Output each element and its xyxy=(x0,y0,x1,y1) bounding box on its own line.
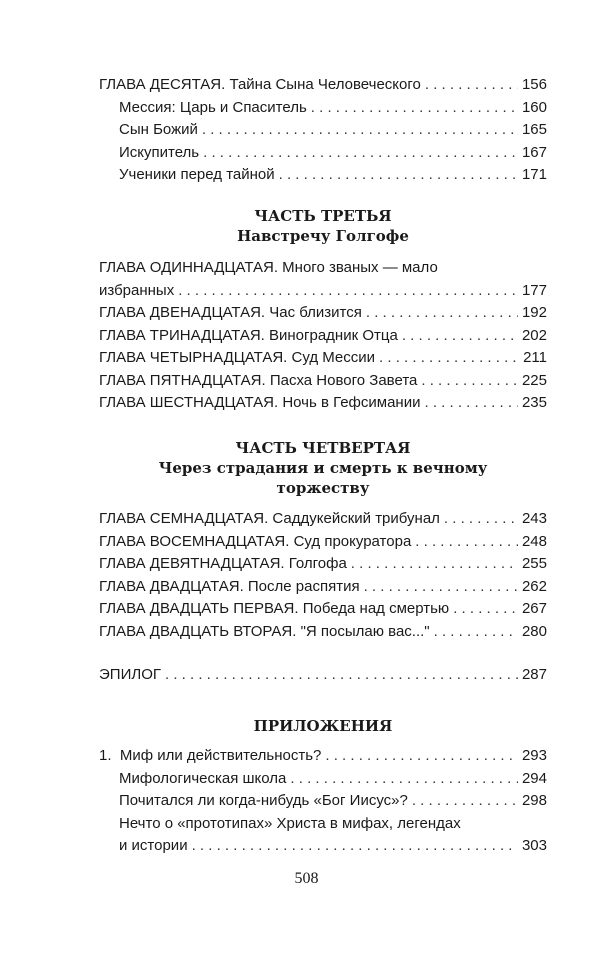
toc-leader-dots xyxy=(311,97,518,120)
part-label: ЧАСТЬ ЧЕТВЕРТАЯ xyxy=(235,439,411,457)
toc-leader-dots xyxy=(178,280,518,303)
toc-entry-page: 280 xyxy=(521,622,547,640)
toc-entry-page: 171 xyxy=(521,166,547,183)
toc-entry-page: 165 xyxy=(521,121,547,138)
toc-block-chapter-10 xyxy=(99,74,547,187)
part-subtitle: Через страдания и смерть к вечному xyxy=(158,459,488,477)
toc-entry-page: 177 xyxy=(521,281,547,299)
toc-entry-title: ГЛАВА ШЕСТНАДЦАТАЯ. Ночь в Гефсимании xyxy=(99,394,421,411)
part-three-heading xyxy=(99,206,547,246)
toc-entry-title: ГЛАВА СЕМНАДЦАТАЯ. Саддукейский трибунал xyxy=(99,510,440,527)
toc-entry-title: ЭПИЛОГ xyxy=(99,666,161,683)
toc-entry-page: 294 xyxy=(521,769,547,787)
toc-block-part-4 xyxy=(99,508,547,643)
toc-leader-dots xyxy=(424,392,517,415)
toc-entry xyxy=(99,621,547,644)
toc-entry-page: 262 xyxy=(521,577,547,595)
toc-entry-title: ГЛАВА ЧЕТЫРНАДЦАТАЯ. Суд Мессии xyxy=(99,349,376,366)
toc-leader-dots xyxy=(379,347,519,370)
toc-entry-page: 160 xyxy=(521,98,547,116)
toc-entry-title: ГЛАВА ДЕВЯТНАДЦАТАЯ. Голгофа xyxy=(99,555,347,572)
toc-entry xyxy=(119,768,547,791)
toc-entry-title-cont: и истории xyxy=(119,837,188,854)
toc-entry xyxy=(119,119,547,142)
toc-entry xyxy=(99,74,547,97)
toc-block-epilogue xyxy=(99,664,547,687)
toc-entry xyxy=(119,813,547,858)
toc-entry-page: 167 xyxy=(521,143,547,161)
toc-entry-title: Мифологическая школа xyxy=(119,769,287,787)
toc-entry-page: 225 xyxy=(521,371,547,389)
toc-leader-dots xyxy=(202,119,518,142)
toc-leader-dots xyxy=(325,745,518,768)
toc-leader-dots xyxy=(412,790,518,813)
toc-entry xyxy=(119,97,547,120)
toc-entry-title: ГЛАВА ТРИНАДЦАТАЯ. Виноградник Отца xyxy=(99,326,398,344)
toc-entry-page: 248 xyxy=(521,532,547,550)
toc-leader-dots xyxy=(351,553,518,576)
toc-leader-dots xyxy=(279,164,518,187)
part-four-heading xyxy=(99,438,547,498)
toc-entry-page: 293 xyxy=(521,747,547,764)
toc-block-part-3 xyxy=(99,257,547,415)
page-number: 508 xyxy=(294,870,319,887)
toc-entry xyxy=(119,164,547,187)
appendix-label: ПРИЛОЖЕНИЯ xyxy=(253,717,393,735)
toc-entry-title-cont: избранных xyxy=(99,281,175,299)
toc-leader-dots xyxy=(364,576,518,599)
toc-entry-title: Искупитель xyxy=(119,143,200,161)
toc-entry-page: 303 xyxy=(521,837,547,854)
toc-entry-title: Мессия: Царь и Спаситель xyxy=(119,98,307,116)
toc-entry xyxy=(99,302,547,325)
toc-entry-title: Ученики перед тайной xyxy=(119,166,275,183)
toc-entry-page: 255 xyxy=(521,555,547,572)
toc-leader-dots xyxy=(366,302,518,325)
toc-entry-page: 202 xyxy=(521,326,547,344)
toc-entry-title: Почитался ли когда-нибудь «Бог Иисус»? xyxy=(119,792,408,809)
toc-entry-page: 243 xyxy=(521,510,547,527)
toc-entry xyxy=(99,598,547,621)
toc-block-appendix xyxy=(99,745,547,858)
toc-entry xyxy=(119,790,547,813)
toc-entry-title: ГЛАВА ДВАДЦАТЬ ВТОРАЯ. "Я посылаю вас..." xyxy=(99,622,430,640)
toc-leader-dots xyxy=(421,370,518,393)
toc-entry-title: ГЛАВА ДЕСЯТАЯ. Тайна Сына Человеческого xyxy=(99,76,421,93)
part-label: ЧАСТЬ ТРЕТЬЯ xyxy=(254,207,392,225)
toc-entry-page: 235 xyxy=(521,394,547,411)
toc-entry xyxy=(99,392,547,415)
toc-entry xyxy=(99,576,547,599)
toc-entry xyxy=(99,664,547,687)
toc-entry xyxy=(99,745,547,768)
toc-entry-title: ГЛАВА ОДИННАДЦАТАЯ. Много званых — мало xyxy=(99,259,438,276)
toc-entry xyxy=(99,257,547,302)
toc-entry xyxy=(99,553,547,576)
toc-leader-dots xyxy=(453,598,518,621)
toc-entry-title: ГЛАВА ПЯТНАДЦАТАЯ. Пасха Нового Завета xyxy=(99,371,418,389)
toc-leader-dots xyxy=(415,531,518,554)
toc-entry-title: ГЛАВА ДВАДЦАТАЯ. После распятия xyxy=(99,577,360,595)
toc-entry-page: 192 xyxy=(521,304,547,321)
toc-leader-dots xyxy=(402,325,518,348)
part-subtitle-cont: торжеству xyxy=(276,479,370,497)
toc-leader-dots xyxy=(290,768,518,791)
toc-entry xyxy=(99,508,547,531)
toc-entry-title: 1. Миф или действительность? xyxy=(99,747,322,764)
toc-leader-dots xyxy=(434,621,518,644)
toc-entry-page: 267 xyxy=(521,600,547,617)
toc-entry-title: ГЛАВА ДВЕНАДЦАТАЯ. Час близится xyxy=(99,304,362,321)
toc-entry xyxy=(99,347,547,370)
toc-entry xyxy=(99,325,547,348)
toc-entry-title: ГЛАВА ДВАДЦАТЬ ПЕРВАЯ. Победа над смертью xyxy=(99,600,450,617)
toc-leader-dots xyxy=(165,664,518,687)
toc-leader-dots xyxy=(425,74,518,97)
appendix-heading xyxy=(99,716,547,736)
toc-entry xyxy=(99,370,547,393)
toc-entry-page: 298 xyxy=(521,792,547,809)
toc-entry-page: 287 xyxy=(521,666,547,683)
toc-leader-dots xyxy=(192,835,518,858)
toc-entry-page: 211 xyxy=(523,349,547,366)
toc-entry-page: 156 xyxy=(521,76,547,93)
toc-entry-title: Нечто о «прототипах» Христа в мифах, легендах xyxy=(119,814,461,832)
toc-entry xyxy=(99,531,547,554)
part-subtitle: Навстречу Голгофе xyxy=(237,227,409,245)
toc-leader-dots xyxy=(203,142,518,165)
toc-entry-title: ГЛАВА ВОСЕМНАДЦАТАЯ. Суд прокуратора xyxy=(99,532,412,550)
toc-leader-dots xyxy=(444,508,518,531)
toc-entry xyxy=(119,142,547,165)
toc-entry-title: Сын Божий xyxy=(119,121,198,138)
